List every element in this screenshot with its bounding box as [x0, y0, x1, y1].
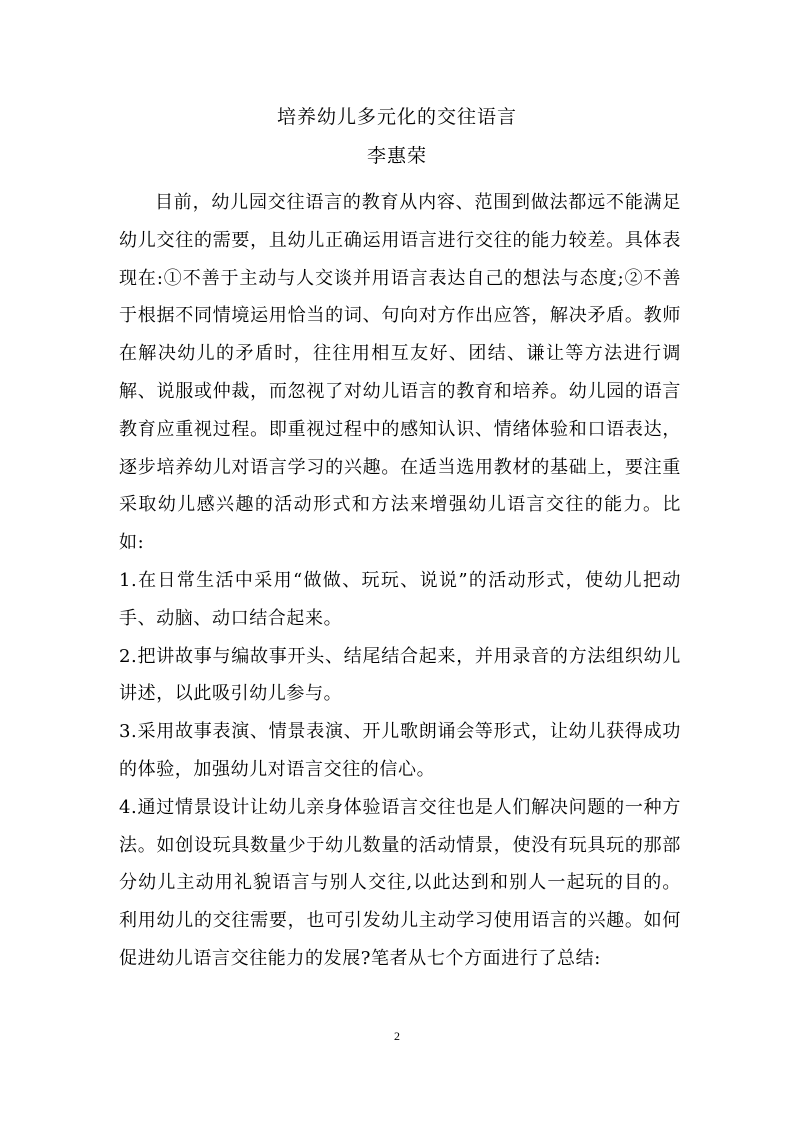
page-number: 2: [394, 1029, 400, 1043]
list-item-3: 3.采用故事表演、情景表演、开儿歌朗诵会等形式，让幼儿获得成功的体验，加强幼儿对语言交往的信心。: [119, 721, 681, 780]
document-body: [119, 184, 681, 978]
list-item-1: 1.在日常生活中采用“做做、玩玩、说说”的活动形式，使幼儿把动手、动脑、动口结合起来。: [119, 569, 681, 629]
list-item-2: 2.把讲故事与编故事开头、结尾结合起来，并用录音的方法组织幼儿讲述，以此吸引幼儿参与。: [119, 645, 681, 705]
intro-paragraph: 目前，幼儿园交往语言的教育从内容、范围到做法都远不能满足幼儿交往的需要，且幼儿正确运用语言进行交往的能力较差。具体表现在:①不善于主动与人交谈并用语言表达自己的想法与态度;②不善于根据不同情境运用恰当的词、句向对方作出应答，解决矛盾。教师在解决幼儿的矛盾时，往往用相互友好、团结、谦让等方法进行调解、说服或仲裁，而忽视了对幼儿语言的教育和培养。幼儿园的语言教育应重视过程。即重视过程中的感知认识、情绪体验和口语表达，逐步培养幼儿对语言学习的兴趣。在适当选用教材的基础上，要注重采取幼儿感兴趣的活动形式和方法来增强幼儿语言交往的能力。比如:: [119, 192, 681, 554]
list-item-4: 4.通过情景设计让幼儿亲身体验语言交往也是人们解决问题的一种方法。如创设玩具数量少于幼儿数量的活动情景，使没有玩具玩的那部分幼儿主动用礼貌语言与别人交往,以此达到和别人一起玩的目的。利用幼儿的交往需要，也可引发幼儿主动学习使用语言的兴趣。如何促进幼儿语言交往能力的发展?笔者从七个方面进行了总结:: [119, 796, 681, 969]
author-name: 李惠荣: [366, 145, 427, 167]
document-title: 培养幼儿多元化的交往语言: [276, 106, 517, 128]
